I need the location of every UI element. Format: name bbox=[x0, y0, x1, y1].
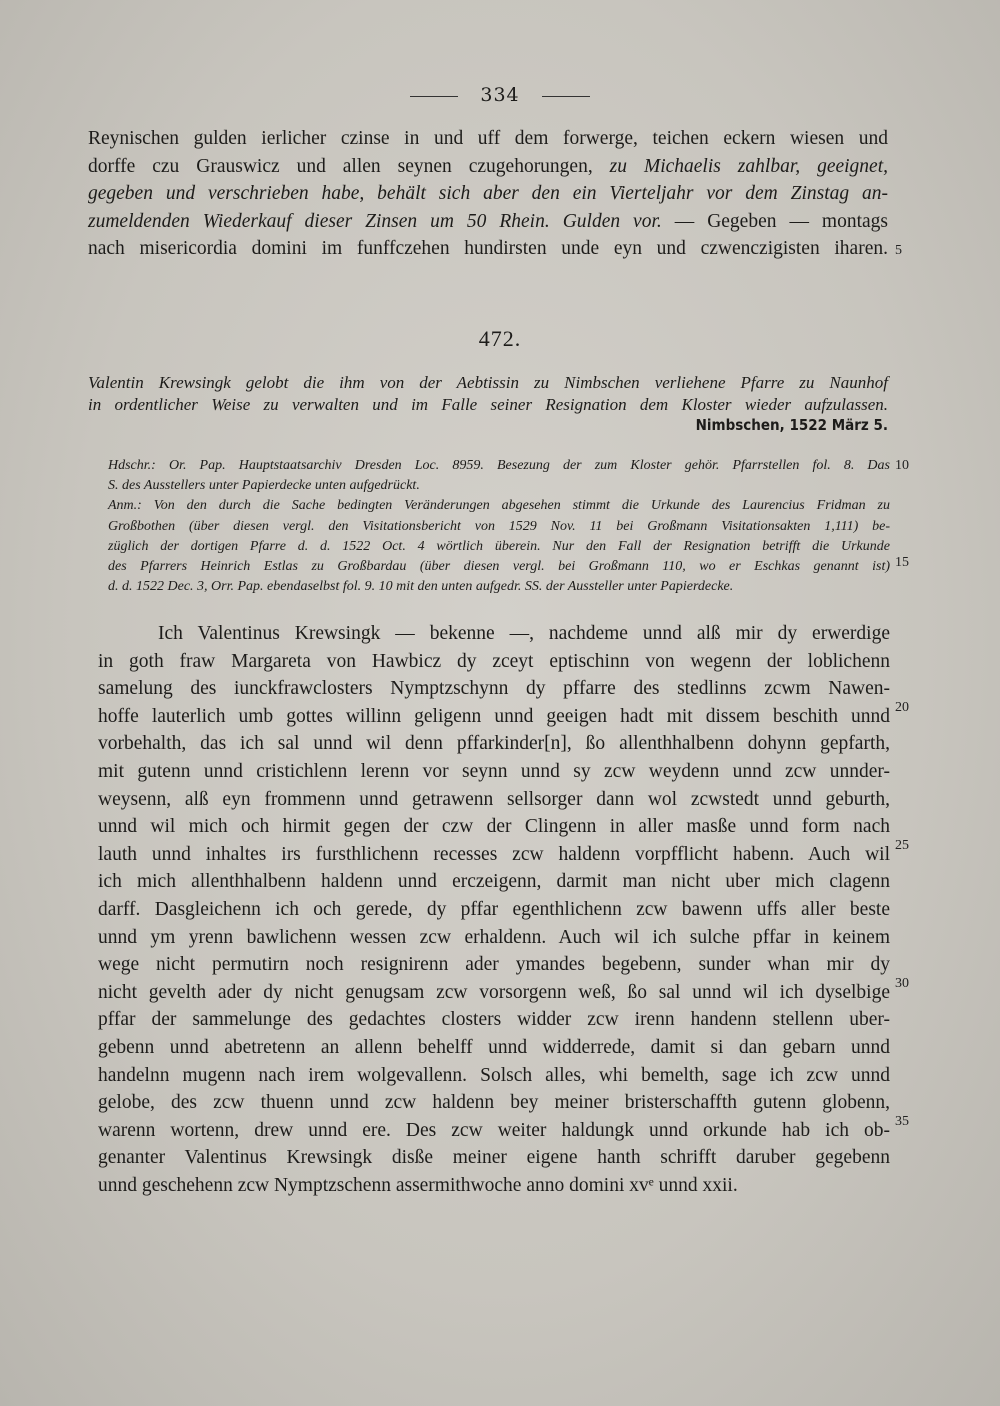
continued-text bbox=[88, 125, 888, 263]
line-number: 15 bbox=[895, 555, 909, 570]
body-line: hoffe lauterlich umb gottes willinn geligenn unnd geeigen hadt mit dissem beschith unnd bbox=[98, 705, 890, 727]
apparatus-line: Anm.: Von den durch die Sache bedingten Veränderungen abgesehen stimmt die Urkunde des Laurencius Fridman zu bbox=[108, 498, 890, 514]
body-line: in goth fraw Margareta von Hawbicz dy zceyt eptischinn von wegenn der loblichenn bbox=[98, 650, 890, 672]
body-line: genanter Valentinus Krewsingk disße meiner eigene hanth schrifft daruber gegebenn bbox=[98, 1147, 890, 1169]
apparatus-line: züglich der dortigen Pfarre d. d. 1522 Oct. 4 wörtlich überein. Nur den Fall der Resignation betrifft die Urkunde bbox=[108, 538, 890, 554]
page-header bbox=[0, 84, 1000, 106]
line-number: 30 bbox=[895, 976, 909, 991]
text-line: Reynischen gulden ierlicher czinse in und uff dem forwerge, teichen eckern wiesen und bbox=[88, 128, 888, 149]
document-body bbox=[98, 620, 890, 1199]
body-line: nicht gevelth ader dy nicht genugsam zcw vorsorgenn weß, ßo sal unnd wil ich dyselbige bbox=[98, 981, 890, 1003]
body-line: unnd ym yrenn bawlichenn wessen zcw erhaldenn. Auch wil ich sulche pffar in keinem bbox=[98, 926, 890, 948]
body-line: unnd geschehenn zcw Nymptzschenn assermithwoche anno domini xvᵉ unnd xxii. bbox=[98, 1174, 738, 1196]
text-line: nach misericordia domini im funffczehen hundirsten unde eyn und czwenczigisten iharen. bbox=[88, 238, 888, 259]
body-line: wege nicht permutirn noch resignirenn ader ymandes begebenn, sunder whan mir dy bbox=[98, 954, 890, 976]
apparatus-line: d. d. 1522 Dec. 3, Orr. Pap. ebendaselbst fol. 9. 10 mit den unten aufgedr. SS. der Aussteller unter Papierdecke. bbox=[108, 579, 734, 595]
body-line: weysenn, alß eyn frommenn unnd getrawenn sellsorger dann wol zcwstedt unnd geburth, bbox=[98, 788, 890, 810]
apparatus-line: S. des Ausstellers unter Papierdecke unten aufgedrückt. bbox=[108, 478, 420, 494]
line-number: 5 bbox=[895, 243, 902, 258]
apparatus-line: Großbothen (über diesen vergl. den Visitationsbericht von 1529 Nov. 11 bei Großmann Visitationsakten 1,111) be- bbox=[108, 518, 890, 534]
body-line: samelung des iunckfrawclosters Nymptzschynn dy pffarre des stedlinns zcwm Nawen- bbox=[98, 678, 890, 700]
text-line: zumeldenden Wiederkauf dieser Zinsen um 50 Rhein. Gulden vor. — Gegeben — montags bbox=[88, 210, 888, 232]
critical-apparatus bbox=[108, 456, 890, 597]
body-line: vorbehalth, das ich sal unnd wil denn pffarkinder[n], ßo allenthhalbenn dohynn gepfarth, bbox=[98, 733, 890, 755]
body-line: lauth unnd inhaltes irs fursthlichenn recesses zcw haldenn vorpfflicht habenn. Auch wil bbox=[98, 843, 890, 865]
body-line: ich mich allenthhalbenn haldenn unnd erczeigenn, darmit man nicht uber mich clagenn bbox=[98, 871, 890, 893]
dateline: Nimbschen, 1522 März 5. bbox=[695, 416, 888, 434]
body-line: gebenn unnd abetretenn an allenn behelff unnd widderrede, damit si dan gebarn unnd bbox=[98, 1036, 890, 1058]
body-line: unnd wil mich och hirmit gegen der czw der Clingenn in aller masße unnd form nach bbox=[98, 816, 890, 838]
page-number: 334 bbox=[480, 84, 520, 106]
text-line: dorffe czu Grauswicz und allen seynen czugehorungen, zu Michaelis zahlbar, geeignet, bbox=[88, 155, 888, 177]
body-line: handelnn mugenn nach irem wolgevallenn. Solsch alles, whi bemelth, sage ich zcw unnd bbox=[98, 1064, 890, 1086]
body-line: mit gutenn unnd cristichlenn lerenn vor seynn unnd sy zcw weydenn unnd zcw unnder- bbox=[98, 760, 890, 782]
text-line: gegeben und verschrieben habe, behält sich aber den ein Vierteljahr vor dem Zinstag an- bbox=[88, 183, 888, 204]
body-line: darff. Dasgleichenn ich och gerede, dy pffar egenthlichenn zcw bawenn uffs aller beste bbox=[98, 898, 890, 920]
header-rule-left bbox=[410, 96, 458, 97]
line-number: 35 bbox=[895, 1114, 909, 1129]
body-line: gelobe, des zcw thuenn unnd zcw haldenn bey meiner bristerschaffth gutenn globenn, bbox=[98, 1092, 890, 1114]
document-number: 472. bbox=[478, 326, 522, 351]
header-rule-right bbox=[542, 96, 590, 97]
regest-line: Valentin Krewsingk gelobt die ihm von der Aebtissin zu Nimbschen verliehene Pfarre zu Naunhof bbox=[88, 373, 888, 392]
body-line: warenn wortenn, drew unnd ere. Des zcw weiter haldungk unnd orkunde hab ich ob- bbox=[98, 1119, 890, 1141]
regest-line: in ordentlicher Weise zu verwalten und im Falle seiner Resignation dem Kloster wieder aufzulassen. bbox=[88, 395, 888, 414]
line-number: 20 bbox=[895, 700, 909, 715]
line-number: 25 bbox=[895, 838, 909, 853]
line-number: 10 bbox=[895, 458, 909, 473]
body-line: Ich Valentinus Krewsingk — bekenne —, nachdeme unnd alß mir dy erwerdige bbox=[158, 623, 890, 644]
apparatus-line: des Pfarrers Heinrich Estlas zu Großbardau (über diesen vergl. bei Großmann 110, wo er Eschkas genannt ist) bbox=[108, 559, 890, 575]
body-line: pffar der sammelunge des gedachtes closters widder zcw irenn handenn stellenn uber- bbox=[98, 1009, 890, 1031]
regest bbox=[88, 372, 888, 416]
apparatus-line: Hdschr.: Or. Pap. Hauptstaatsarchiv Dresden Loc. 8959. Besezung der zum Kloster gehör. Pfarrstellen fol. 8. Das bbox=[108, 458, 890, 473]
